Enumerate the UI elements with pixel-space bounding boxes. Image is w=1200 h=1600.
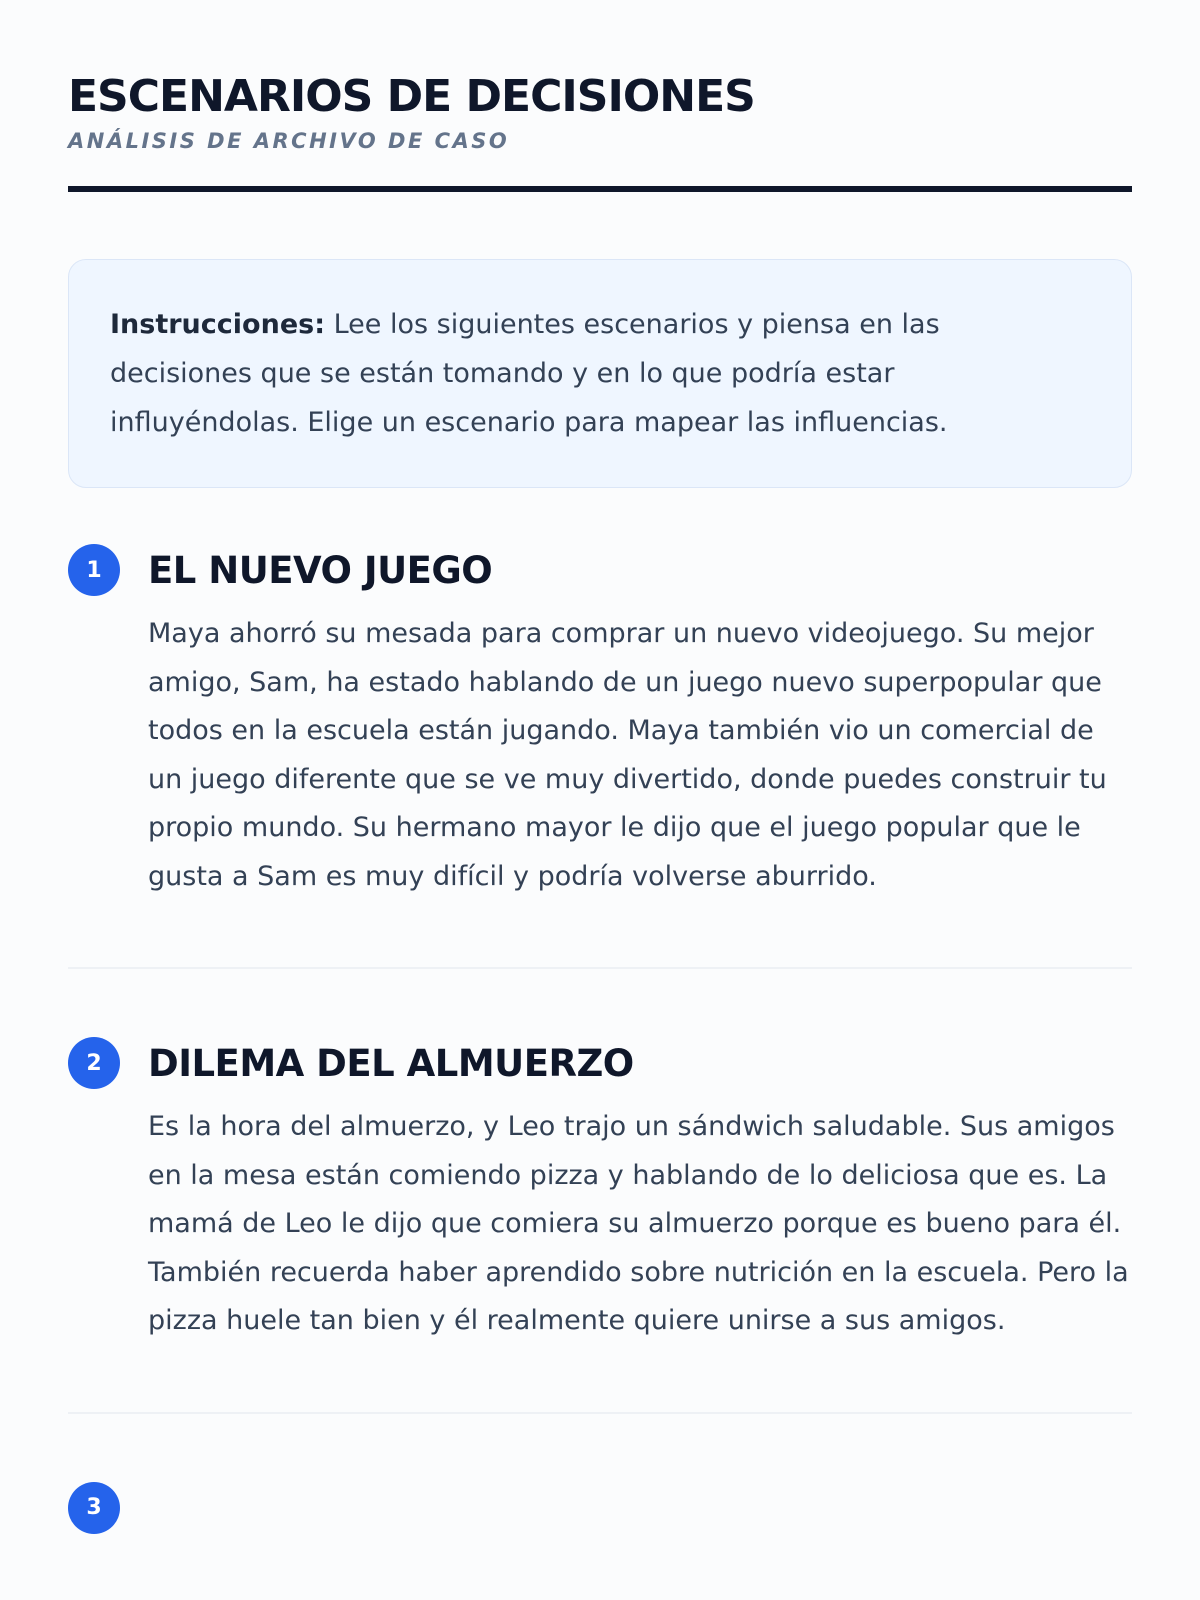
section-divider: [68, 967, 1132, 969]
scenario-title: DILEMA DEL ALMUERZO: [148, 1041, 634, 1085]
page-subtitle: ANÁLISIS DE ARCHIVO DE CASO: [68, 129, 510, 153]
page-title: ESCENARIOS DE DECISIONES: [68, 71, 755, 122]
header-divider: [68, 186, 1132, 192]
scenario-number-badge: 1: [68, 544, 120, 596]
page-header: [68, 0, 1132, 192]
scenario-header: [68, 540, 1132, 600]
scenario-text: Es la hora del almuerzo, y Leo trajo un sándwich saludable. Sus amigos en la mesa están comiendo pizza y hablando de lo deliciosa que es. La mamá de Leo le dijo que comiera su almuerzo porque es bueno para él. También recuerda haber aprendido sobre nutrición en la escuela. Pero la pizza huele tan bien y él realmente quiere unirse a sus amigos.: [148, 1111, 1129, 1336]
instructions-text: Lee los siguientes escenarios y piensa en las decisiones que se están tomando y en lo que podría estar influyéndolas. Elige un escenario para mapear las influencias.: [110, 309, 948, 438]
scenario-number-badge: 2: [68, 1037, 120, 1089]
instructions-box: [68, 259, 1132, 488]
instructions-label: Instrucciones:: [110, 309, 325, 340]
scenario-header: [68, 1033, 1132, 1093]
scenario-card: [68, 1033, 1132, 1346]
scenario-card: [68, 540, 1132, 901]
scenario-card: [68, 1478, 1132, 1538]
scenario-text: Maya ahorró su mesada para comprar un nuevo videojuego. Su mejor amigo, Sam, ha estado hablando de un juego nuevo superpopular que todos en la escuela están jugando. Maya también vio un comercial de un juego diferente que se ve muy divertido, donde puedes construir tu propio mundo. Su hermano mayor le dijo que el juego popular que le gusta a Sam es muy difícil y podría volverse aburrido.: [148, 618, 1107, 892]
scenario-number-badge: 3: [68, 1482, 120, 1534]
scenario-title: EL NUEVO JUEGO: [148, 548, 493, 592]
section-divider: [68, 1412, 1132, 1414]
scenario-header: [68, 1478, 1132, 1538]
